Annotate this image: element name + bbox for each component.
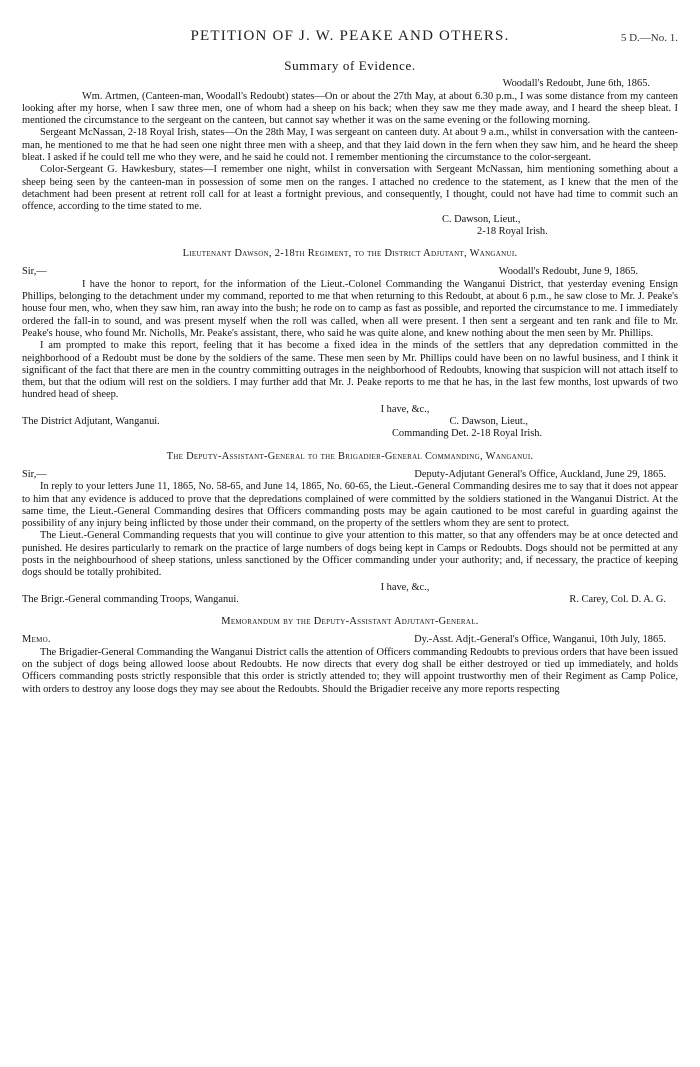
memo-heading: Memorandum by the Deputy-Assistant Adjutant-General.: [221, 616, 479, 628]
letter-dateline: Woodall's Redoubt, June 9, 1865.: [498, 266, 638, 278]
letter-paragraph: The Lieut.-General Commanding requests that you will continue to give your attention to this matter, so that any offenders may be at once detected and punished. He desires particularly to remark on the practice of large numbers of dogs being kept in Camps or Redoubts. Dogs should not be permitted at any posts in the neighbourhood of sheep stations, unless sanctioned by the Officer commanding under your authority; and, if necessary, the practice of keeping dogs should be totally prohibited.: [22, 530, 678, 579]
page-reference: 5 D.—No. 1.: [620, 32, 678, 44]
summary-paragraph: Wm. Artmen, (Canteen-man, Woodall's Redoubt) states—On or about the 27th May, at about 6.30 p.m., I was some distance from my canteen looking after my horse, when I saw three men, one of whom had a sheep on his back; when they saw me they made away, and I heard the sheep bleat. I mentioned the circumstance to the sergeant on the canteen, but cannot say whether it was on the same evening or the following morning.: [22, 90, 678, 127]
closing-line: I have, &c.,: [380, 581, 430, 593]
summary-dateline: Woodall's Redoubt, June 6th, 1865.: [502, 78, 650, 90]
running-header: [22, 30, 678, 50]
letter-paragraph: I have the honor to report, for the information of the Lieut.-Colonel Commanding the Wanganui District, that yesterday evening Ensign Phillips, belonging to the detachment under my command, reported to me that when returning to this Redoubt, at about 6 p.m., he saw close to Mr. J. Peake's house four men, who, when they saw him, ran away into the bush; he rode on to camp as fast as possible, and reported the circumstance to me. I immediately ordered the fall-in to sound, and was present myself when the roll was called, when all were present. I then sent a sergeant and ten rank and file to Mr. Peake's house, who found Mr. Nicholls, Mr. Peake's assistant, there, who said he was quite alone, and knew nothing about the men seen by Mr. Phillips.: [22, 278, 678, 339]
letter-deputy-assistant-general: [22, 451, 678, 607]
addressee: The District Adjutant, Wanganui.: [22, 416, 160, 428]
running-title: PETITION OF J. W. PEAKE AND OTHERS.: [190, 28, 510, 44]
summary-signature-name: C. Dawson, Lieut.,: [442, 213, 521, 225]
closing-line: I have, &c.,: [380, 403, 430, 415]
letter-paragraph: In reply to your letters June 11, 1865, No. 58-65, and June 14, 1865, No. 60-65, the Lieut.-General Commanding desires me to say that it does not appear to him that any evidence is adduced to prove that the depredations complained of were committed by the soldiers stationed in the Wanganui District. At the same time, the Lieut.-General Commanding desires that Officers commanding posts may be again cautioned to be most careful in guarding against the possibility of any injury being inflicted by those under their command, on the property of the settlers whom they are sent to protect.: [22, 481, 678, 530]
signoff-row: [22, 594, 678, 606]
salutation-row: [22, 469, 678, 481]
summary-paragraph: Sergeant McNassan, 2-18 Royal Irish, states—On the 28th May, I was sergeant on canteen duty. At about 9 a.m., whilst in conversation with the canteen-man, he mentioned to me that he had seen one night three men with a sheep, and that they laid down in the fern when they saw him, and he heard the sheep bleat. I asked if he could tell me who they were, and he said he could not. I remember mentioning the circumstance to the color-sergeant.: [22, 127, 678, 164]
summary-title: Summary of Evidence.: [284, 58, 416, 73]
signature: R. Carey, Col. D. A. G.: [569, 593, 666, 605]
letter-heading: The Deputy-Assistant-General to the Brigadier-General Commanding, Wanganui.: [166, 450, 534, 462]
salutation-row: [22, 266, 678, 278]
summary-section: [22, 60, 678, 238]
letter-heading: Lieutenant Dawson, 2-18th Regiment, to the District Adjutant, Wanganui.: [182, 248, 518, 260]
letter-dateline: Deputy-Adjutant General's Office, Auckland, June 29, 1865.: [414, 468, 666, 480]
signature-title: Commanding Det. 2-18 Royal Irish.: [392, 428, 543, 440]
memo-paragraph: The Brigadier-General Commanding the Wanganui District calls the attention of Officers commanding Redoubts to previous orders that have been issued on the subject of dogs being allowed loose about Redoubts. He now directs that every dog shall be either destroyed or tied up immediately, and holds Officers commanding posts strictly responsible that this order is strictly attended to; they will appoint trustworthy men of their Regiment as Camp Police, with orders to destroy any loose dogs they may see about the Redoubts. Should the Brigadier receive any more reports respecting: [22, 646, 678, 695]
memo-row: [22, 634, 678, 646]
memo-dateline: Dy.-Asst. Adjt.-General's Office, Wanganui, 10th July, 1865.: [414, 634, 666, 646]
summary-paragraph: Color-Sergeant G. Hawkesbury, states—I remember one night, whilst in conversation with Sergeant McNassan, him mentioning something about a sheep being seen by the canteen-man in possession of some men on the ranges. I attached no credence to the statement, as I knew that the men of the detachment had been present at retrent roll call for at least a fortnight previous, and consequently, I thought, could not have had time to commit such an offence, according to the time stated to me.: [22, 164, 678, 213]
letter-paragraph: I am prompted to make this report, feeling that it has become a fixed idea in the minds of the settlers that any depredation committed in the neighborhood of a Redoubt must be done by the soldiers of the same. These men seen by Mr. Phillips could have been on no lawful business, and I think it significant of the fact that there are men in the country committing outrages in the neighborhood of Redoubts, knowing that suspicion will not attach itself to them, but that the odium will rest on the soldiers. I may further add that Mr. J. Peake reports to me that he has, in the last few months, lost upwards of two hundred head of sheep.: [22, 340, 678, 401]
salutation: Sir,—: [22, 468, 47, 480]
memo-label: Memo.: [22, 634, 51, 646]
letter-dawson: [22, 248, 678, 440]
signoff-row: [22, 416, 678, 428]
memorandum: [22, 616, 678, 696]
summary-signature-unit: 2-18 Royal Irish.: [477, 225, 548, 237]
salutation: Sir,—: [22, 266, 47, 278]
addressee: The Brigr.-General commanding Troops, Wanganui.: [22, 593, 239, 605]
signature-name: C. Dawson, Lieut.,: [449, 416, 528, 428]
